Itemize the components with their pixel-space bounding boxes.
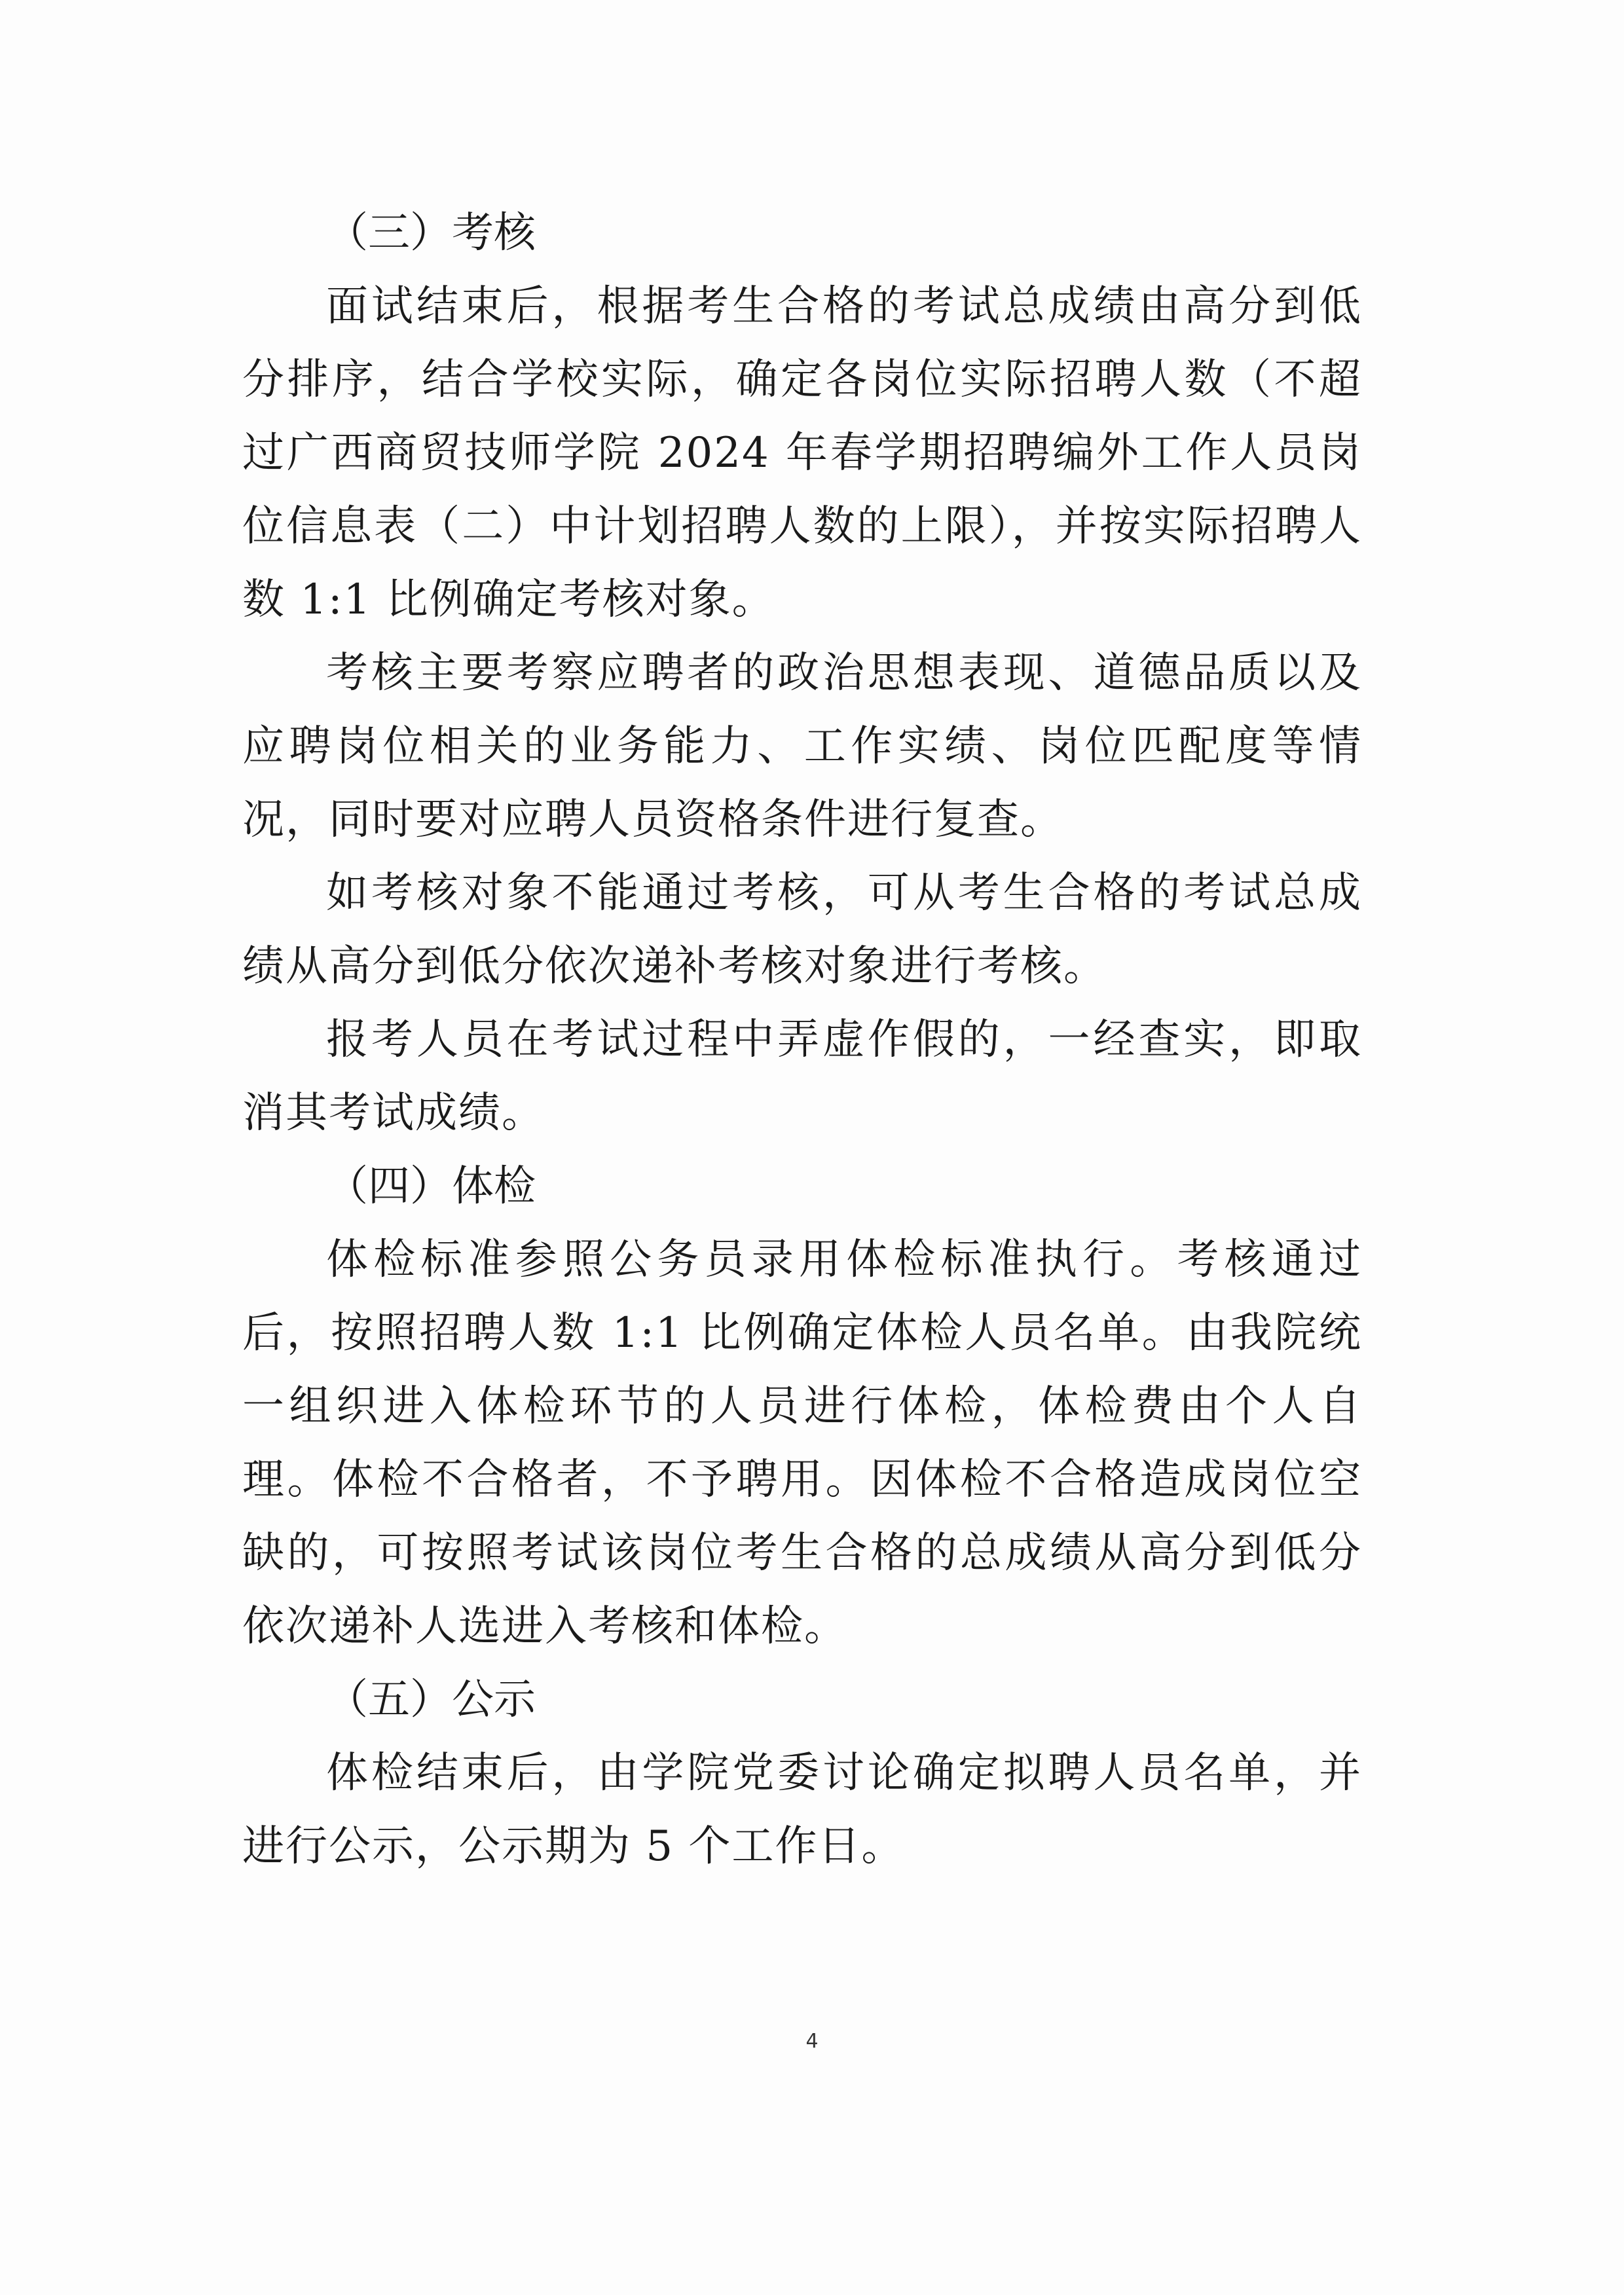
page-number: 4 [805,2030,819,2053]
paragraph: 体检标准参照公务员录用体检标准执行。考核通过后，按照招聘人数 1:1 比例确定体检人员名单。由我院统一组织进入体检环节的人员进行体检，体检费由个人自理。体检不合格者，不予聘用。因体检不合格造成岗位空缺的，可按照考试该岗位考生合格的总成绩从高分到低分依次递补人选进入考核和体检。 [242,1236,1362,1651]
paragraph: 报考人员在考试过程中弄虚作假的，一经查实，即取消其考试成绩。 [242,1016,1362,1137]
section-heading-physical-exam: （四）体检 [326,1162,536,1211]
document-body [242,196,1362,1883]
section-heading-publicity: （五）公示 [326,1676,536,1724]
paragraph: 体检结束后，由学院党委讨论确定拟聘人员名单，并进行公示，公示期为 5 个工作日。 [242,1749,1362,1871]
paragraph: 考核主要考察应聘者的政治思想表现、道德品质以及应聘岗位相关的业务能力、工作实绩、岗位匹配度等情况，同时要对应聘人员资格条件进行复查。 [242,649,1362,844]
section-heading-assessment: （三）考核 [326,209,536,257]
paragraph: 如考核对象不能通过考核，可从考生合格的考试总成绩从高分到低分依次递补考核对象进行考核。 [242,869,1362,991]
paragraph: 面试结束后，根据考生合格的考试总成绩由高分到低分排序，结合学校实际，确定各岗位实际招聘人数（不超过广西商贸技师学院 2024 年春学期招聘编外工作人员岗位信息表（二）中计划招聘人数的上限），并按实际招聘人数 1:1 比例确定考核对象。 [242,282,1362,624]
